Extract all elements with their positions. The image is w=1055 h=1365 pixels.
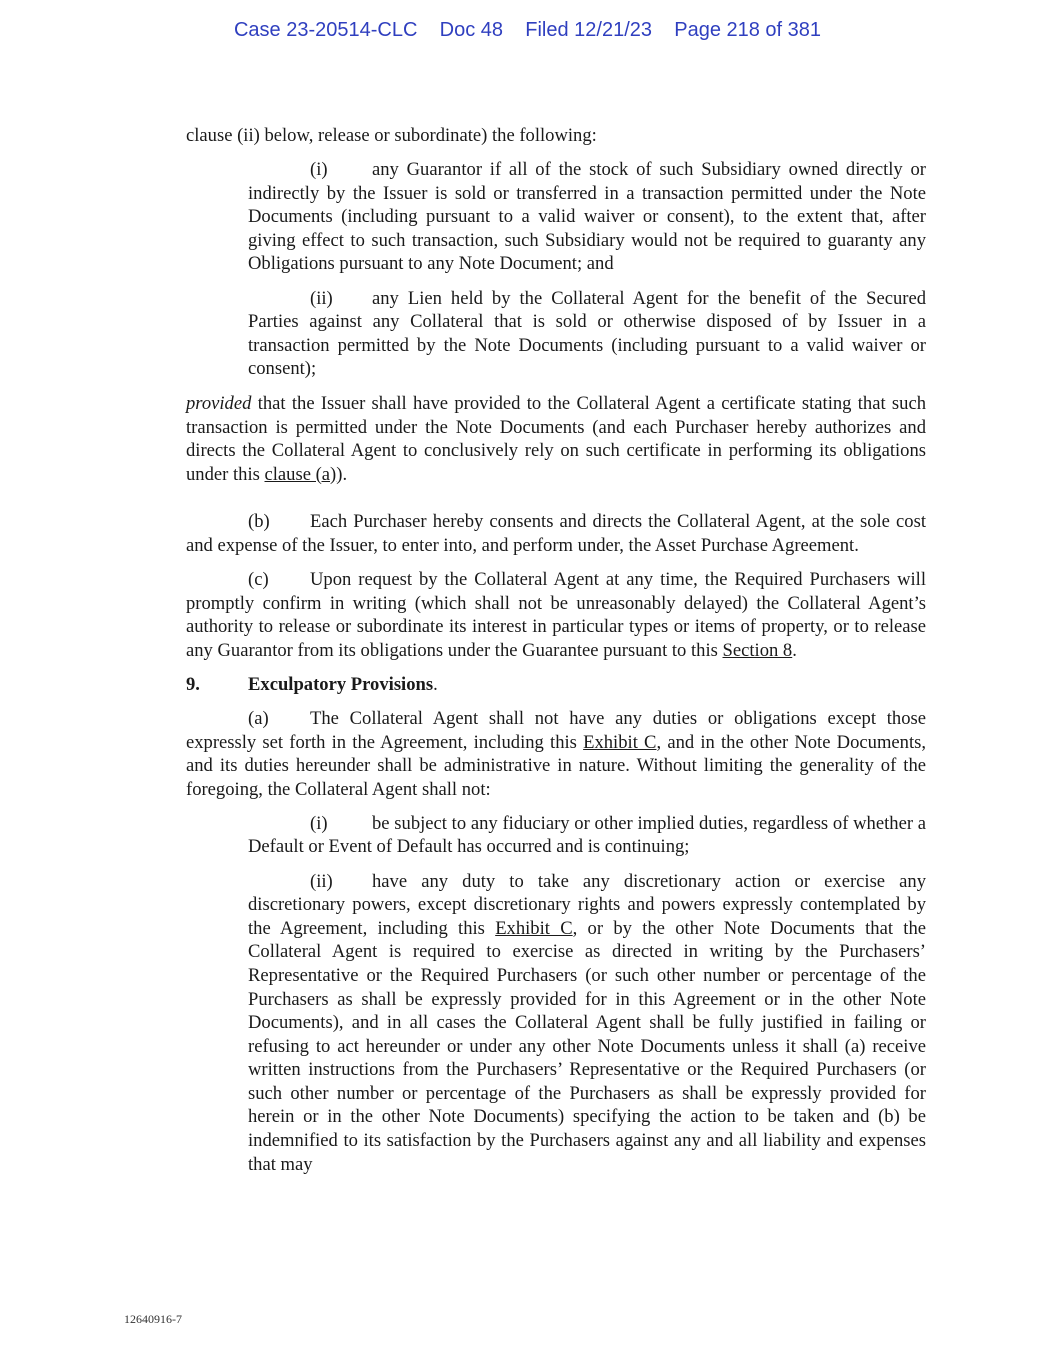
clause-label: (ii) <box>310 287 333 309</box>
paragraph-label: (c) <box>248 569 269 590</box>
paragraph-label: (b) <box>248 511 270 533</box>
duty-ii <box>186 870 926 1177</box>
section-heading-9 <box>186 673 926 697</box>
paragraph-text: Upon request by the Collateral Agent at any time, the Required Purchasers will promptly confirm in writing (which shall not be unreasonably delayed) the Collateral Agent’s authority to release or subordinate its interest in particular types or items of property, or to release any Guarantor from its obligations under the Guarantee pursuant to this <box>186 569 926 661</box>
proviso-text: that the Issuer shall have provided to the Collateral Agent a certificate stating that such transaction is permitted under the Note Documents (and each Purchaser hereby authorizes and directs the Collateral Agent to conclusively rely on such certificate in performing its obligations under this <box>186 392 926 485</box>
proviso-word: provided <box>186 392 252 414</box>
page-number: Page 218 of 381 <box>674 19 822 41</box>
document-body <box>186 124 926 1187</box>
case-number: Case 23-20514-CLC <box>233 19 418 41</box>
clause-ii <box>186 287 926 381</box>
paragraph-text: Each Purchaser hereby consents and directs the Collateral Agent, at the sole cost and expense of the Issuer, to enter into, and perform under, the Asset Purchase Agreement. <box>186 511 926 556</box>
clause-a-link[interactable]: clause (a) <box>264 463 337 485</box>
clause-label: (i) <box>310 159 328 181</box>
section-8-link[interactable]: Section 8 <box>722 639 793 661</box>
clause-text: have any duty to take any discretionary action or exercise any discretionary powers, except discretionary rights and powers expressly contemplated by the Agreement, including this <box>248 870 926 939</box>
clause-text: any Guarantor if all of the stock of such Subsidiary owned directly or indirectly by the Issuer is sold or transferred in a transaction permitted under the Note Documents (including pursuant to a valid waiver or consent), to the extent that, after giving effect to such transaction, such Subsidiary would not be required to guaranty any Obligations pursuant to any Note Document; and <box>248 159 926 275</box>
paragraph-label: (a) <box>248 707 269 729</box>
clause-i <box>186 158 926 276</box>
clause-text-cont: , or by the other Note Documents that the Collateral Agent is required to exercise as directed in writing by the Purchasers’ Representative or the Required Purchasers (or such other number or percentage of the Purchasers as shall be expressly provided for in this Agreement or in the other Note Documents), and in all cases the Collateral Agent shall be fully justified in failing or refusing to act hereunder or under any other Note Documents unless it shall (a) receive written instructions from the Purchasers’ Representative or the Required Purchasers (or such other number or percentage of the Purchasers as shall be expressly provided for herein or in the other Note Documents) specifying the action to be taken and (b) be indemnified to its satisfaction by the Purchasers against any and all liability and expenses that may <box>248 917 926 1175</box>
paragraph-continuation: clause (ii) below, release or subordinate) the following: <box>186 125 597 146</box>
proviso-paragraph <box>186 392 926 486</box>
paragraph-text-cont: , and in the other Note Documents, and its duties hereunder shall be administrative in nature. Without limiting the generality of the foregoing, the Collateral Agent shall not: <box>186 731 927 800</box>
clause-text: be subject to any fiduciary or other implied duties, regardless of whether a Default or Event of Default has occurred and is continuing; <box>248 812 926 858</box>
paragraph-end: . <box>792 639 797 661</box>
clause-label: (i) <box>310 812 328 834</box>
document-id: 12640916-7 <box>124 1312 182 1326</box>
paragraph-c <box>186 568 926 662</box>
proviso-end: ). <box>336 463 348 485</box>
section-title: Exculpatory Provisions <box>248 673 434 695</box>
clause-text: any Lien held by the Collateral Agent for the benefit of the Secured Parties against any Collateral that is sold or otherwise disposed of by Issuer in a transaction permitted by the Note Documents (including pursuant to a valid waiver or consent); <box>248 287 926 380</box>
court-header <box>0 19 1055 42</box>
clause-label: (ii) <box>310 870 333 892</box>
section-title-end: . <box>433 673 438 695</box>
exhibit-c-link[interactable]: Exhibit C <box>583 731 657 753</box>
paragraph-text: The Collateral Agent shall not have any duties or obligations except those expressly set forth in the Agreement, including this <box>186 707 926 753</box>
paragraph-b <box>186 510 926 557</box>
paragraph-a <box>186 707 926 801</box>
section-number: 9. <box>186 673 200 695</box>
filed-date: Filed 12/21/23 <box>525 19 652 41</box>
doc-number: Doc 48 <box>439 19 503 41</box>
exhibit-c-link[interactable]: Exhibit C <box>495 917 573 939</box>
duty-i <box>186 812 926 859</box>
